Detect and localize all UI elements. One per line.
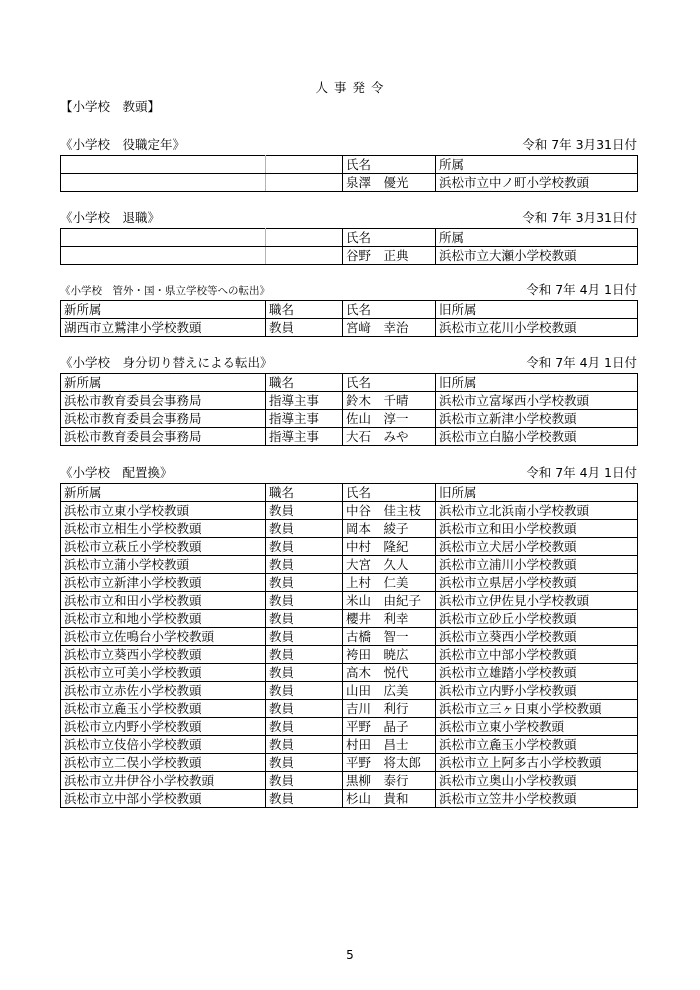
header-affiliation: 旧所属 (436, 484, 638, 502)
cell-new-affiliation: 湖西市立鷲津小学校教頭 (61, 319, 266, 337)
cell-new-affiliation: 浜松市教育委員会事務局 (61, 392, 266, 410)
section-header (60, 466, 637, 483)
section-date: 令和 7年 3月31日付 (522, 137, 637, 152)
cell-person-name: 村田 昌士 (343, 736, 436, 754)
cell-new-affiliation: 浜松市立東小学校教頭 (61, 502, 266, 520)
cell-affiliation: 浜松市立麁玉小学校教頭 (436, 736, 638, 754)
cell-job-title: 教員 (266, 538, 343, 556)
cell-person-name: 宮﨑 幸治 (343, 319, 436, 337)
cell-new-affiliation: 浜松市立葵西小学校教頭 (61, 646, 266, 664)
table-row (61, 772, 638, 790)
table-row (61, 682, 638, 700)
cell-new-affiliation: 浜松市立和田小学校教頭 (61, 592, 266, 610)
cell-job-title: 教員 (266, 520, 343, 538)
cell-job-title: 教員 (266, 664, 343, 682)
cell-person-name: 中村 隆紀 (343, 538, 436, 556)
cell-person-name: 山田 広美 (343, 682, 436, 700)
header-job-title (266, 229, 343, 247)
page-number: 5 (346, 948, 354, 962)
header-person-name: 氏名 (343, 229, 436, 247)
cell-affiliation: 浜松市立和田小学校教頭 (436, 520, 638, 538)
personnel-table (60, 373, 638, 446)
cell-new-affiliation: 浜松市立井伊谷小学校教頭 (61, 772, 266, 790)
section-date: 令和 7年 4月 1日付 (526, 282, 637, 297)
cell-person-name: 袴田 暁広 (343, 646, 436, 664)
table-row (61, 790, 638, 808)
table-row (61, 718, 638, 736)
cell-new-affiliation: 浜松市立和地小学校教頭 (61, 610, 266, 628)
cell-person-name: 中谷 佳主枝 (343, 502, 436, 520)
header-job-title: 職名 (266, 374, 343, 392)
section-reassignment (60, 466, 637, 808)
cell-person-name: 上村 仁美 (343, 574, 436, 592)
cell-affiliation: 浜松市立中ノ町小学校教頭 (436, 174, 638, 192)
table-row (61, 610, 638, 628)
table-row (61, 428, 638, 446)
section-retirement-age (60, 138, 637, 192)
document-category: 【小学校 教頭】 (60, 99, 161, 114)
cell-job-title: 指導主事 (266, 392, 343, 410)
cell-job-title: 教員 (266, 502, 343, 520)
cell-job-title (266, 174, 343, 192)
section-header (60, 356, 637, 373)
cell-affiliation: 浜松市立伊佐見小学校教頭 (436, 592, 638, 610)
cell-new-affiliation: 浜松市教育委員会事務局 (61, 410, 266, 428)
cell-affiliation: 浜松市立葵西小学校教頭 (436, 628, 638, 646)
table-row (61, 410, 638, 428)
table-row (61, 502, 638, 520)
section-date: 令和 7年 4月 1日付 (526, 465, 637, 480)
cell-new-affiliation: 浜松市立佐鳴台小学校教頭 (61, 628, 266, 646)
personnel-table (60, 228, 638, 265)
header-job-title: 職名 (266, 301, 343, 319)
cell-person-name: 岡本 綾子 (343, 520, 436, 538)
header-job-title (266, 156, 343, 174)
cell-affiliation: 浜松市立富塚西小学校教頭 (436, 392, 638, 410)
cell-job-title: 教員 (266, 556, 343, 574)
table-row (61, 247, 638, 265)
cell-affiliation: 浜松市立北浜南小学校教頭 (436, 502, 638, 520)
cell-new-affiliation: 浜松市立可美小学校教頭 (61, 664, 266, 682)
cell-person-name: 佐山 淳一 (343, 410, 436, 428)
cell-affiliation: 浜松市立砂丘小学校教頭 (436, 610, 638, 628)
header-job-title: 職名 (266, 484, 343, 502)
cell-job-title: 教員 (266, 736, 343, 754)
header-person-name: 氏名 (343, 484, 436, 502)
cell-job-title: 教員 (266, 790, 343, 808)
cell-new-affiliation: 浜松市立萩丘小学校教頭 (61, 538, 266, 556)
cell-person-name: 杉山 貴和 (343, 790, 436, 808)
section-heading: 《小学校 退職》 (60, 210, 161, 225)
cell-person-name: 吉川 利行 (343, 700, 436, 718)
cell-job-title: 教員 (266, 574, 343, 592)
table-row (61, 754, 638, 772)
section-heading: 《小学校 役職定年》 (60, 137, 186, 152)
cell-job-title: 教員 (266, 718, 343, 736)
cell-new-affiliation: 浜松市立麁玉小学校教頭 (61, 700, 266, 718)
cell-affiliation: 浜松市立中部小学校教頭 (436, 646, 638, 664)
header-person-name: 氏名 (343, 301, 436, 319)
cell-new-affiliation: 浜松市立相生小学校教頭 (61, 520, 266, 538)
header-affiliation: 旧所属 (436, 301, 638, 319)
cell-person-name: 泉澤 優光 (343, 174, 436, 192)
cell-person-name: 大宮 久人 (343, 556, 436, 574)
table-row (61, 736, 638, 754)
cell-job-title: 教員 (266, 610, 343, 628)
cell-job-title: 教員 (266, 772, 343, 790)
cell-person-name: 黒柳 泰行 (343, 772, 436, 790)
cell-job-title: 教員 (266, 754, 343, 772)
cell-affiliation: 浜松市立東小学校教頭 (436, 718, 638, 736)
cell-person-name: 米山 由紀子 (343, 592, 436, 610)
header-new-affiliation: 新所属 (61, 374, 266, 392)
cell-new-affiliation: 浜松市立中部小学校教頭 (61, 790, 266, 808)
table-header-row (61, 229, 638, 247)
cell-person-name: 平野 将太郎 (343, 754, 436, 772)
cell-job-title: 指導主事 (266, 410, 343, 428)
cell-new-affiliation: 浜松市立伎倍小学校教頭 (61, 736, 266, 754)
personnel-table (60, 483, 638, 808)
section-heading: 《小学校 配置換》 (60, 465, 173, 480)
cell-new-affiliation: 浜松市立新津小学校教頭 (61, 574, 266, 592)
table-header-row (61, 156, 638, 174)
cell-affiliation: 浜松市立花川小学校教頭 (436, 319, 638, 337)
cell-job-title (266, 247, 343, 265)
cell-new-affiliation (61, 174, 266, 192)
cell-person-name: 平野 晶子 (343, 718, 436, 736)
cell-affiliation: 浜松市立県居小学校教頭 (436, 574, 638, 592)
header-new-affiliation: 新所属 (61, 301, 266, 319)
table-row (61, 319, 638, 337)
cell-affiliation: 浜松市立浦川小学校教頭 (436, 556, 638, 574)
table-row (61, 538, 638, 556)
cell-job-title: 教員 (266, 319, 343, 337)
section-heading: 《小学校 管外・国・県立学校等への転出》 (60, 285, 270, 297)
cell-affiliation: 浜松市立新津小学校教頭 (436, 410, 638, 428)
header-affiliation: 所属 (436, 156, 638, 174)
cell-job-title: 教員 (266, 592, 343, 610)
cell-job-title: 教員 (266, 700, 343, 718)
header-person-name: 氏名 (343, 156, 436, 174)
header-affiliation: 旧所属 (436, 374, 638, 392)
table-row (61, 628, 638, 646)
table-header-row (61, 374, 638, 392)
table-row (61, 556, 638, 574)
section-transfer-out-external (60, 283, 637, 337)
cell-affiliation: 浜松市立雄踏小学校教頭 (436, 664, 638, 682)
section-date: 令和 7年 3月31日付 (522, 210, 637, 225)
cell-affiliation: 浜松市立内野小学校教頭 (436, 682, 638, 700)
table-row (61, 592, 638, 610)
cell-affiliation: 浜松市立上阿多古小学校教頭 (436, 754, 638, 772)
table-row (61, 646, 638, 664)
section-retirement (60, 211, 637, 265)
cell-new-affiliation: 浜松市立内野小学校教頭 (61, 718, 266, 736)
section-status-change-transfer (60, 356, 637, 446)
header-affiliation: 所属 (436, 229, 638, 247)
section-heading: 《小学校 身分切り替えによる転出》 (60, 355, 273, 370)
cell-new-affiliation: 浜松市立二俣小学校教頭 (61, 754, 266, 772)
cell-affiliation: 浜松市立笠井小学校教頭 (436, 790, 638, 808)
cell-person-name: 古橋 智一 (343, 628, 436, 646)
section-header (60, 211, 637, 228)
header-new-affiliation: 新所属 (61, 484, 266, 502)
section-header (60, 138, 637, 155)
cell-affiliation: 浜松市立大瀬小学校教頭 (436, 247, 638, 265)
cell-person-name: 高木 悦代 (343, 664, 436, 682)
table-row (61, 520, 638, 538)
personnel-table (60, 155, 638, 192)
cell-job-title: 教員 (266, 646, 343, 664)
table-header-row (61, 484, 638, 502)
cell-person-name: 大石 みや (343, 428, 436, 446)
cell-person-name: 櫻井 利幸 (343, 610, 436, 628)
table-row (61, 392, 638, 410)
table-header-row (61, 301, 638, 319)
table-row (61, 700, 638, 718)
cell-new-affiliation: 浜松市教育委員会事務局 (61, 428, 266, 446)
cell-affiliation: 浜松市立白脇小学校教頭 (436, 428, 638, 446)
cell-affiliation: 浜松市立奥山小学校教頭 (436, 772, 638, 790)
cell-new-affiliation (61, 247, 266, 265)
cell-job-title: 教員 (266, 682, 343, 700)
cell-affiliation: 浜松市立三ヶ日東小学校教頭 (436, 700, 638, 718)
cell-person-name: 谷野 正典 (343, 247, 436, 265)
table-row (61, 574, 638, 592)
document-title: 人 事 発 令 (315, 80, 385, 95)
header-new-affiliation (61, 156, 266, 174)
cell-new-affiliation: 浜松市立赤佐小学校教頭 (61, 682, 266, 700)
section-date: 令和 7年 4月 1日付 (526, 355, 637, 370)
header-person-name: 氏名 (343, 374, 436, 392)
cell-new-affiliation: 浜松市立蒲小学校教頭 (61, 556, 266, 574)
table-row (61, 174, 638, 192)
cell-affiliation: 浜松市立犬居小学校教頭 (436, 538, 638, 556)
cell-job-title: 教員 (266, 628, 343, 646)
section-header (60, 283, 637, 300)
cell-person-name: 鈴木 千晴 (343, 392, 436, 410)
personnel-table (60, 300, 638, 337)
header-new-affiliation (61, 229, 266, 247)
cell-job-title: 指導主事 (266, 428, 343, 446)
table-row (61, 664, 638, 682)
